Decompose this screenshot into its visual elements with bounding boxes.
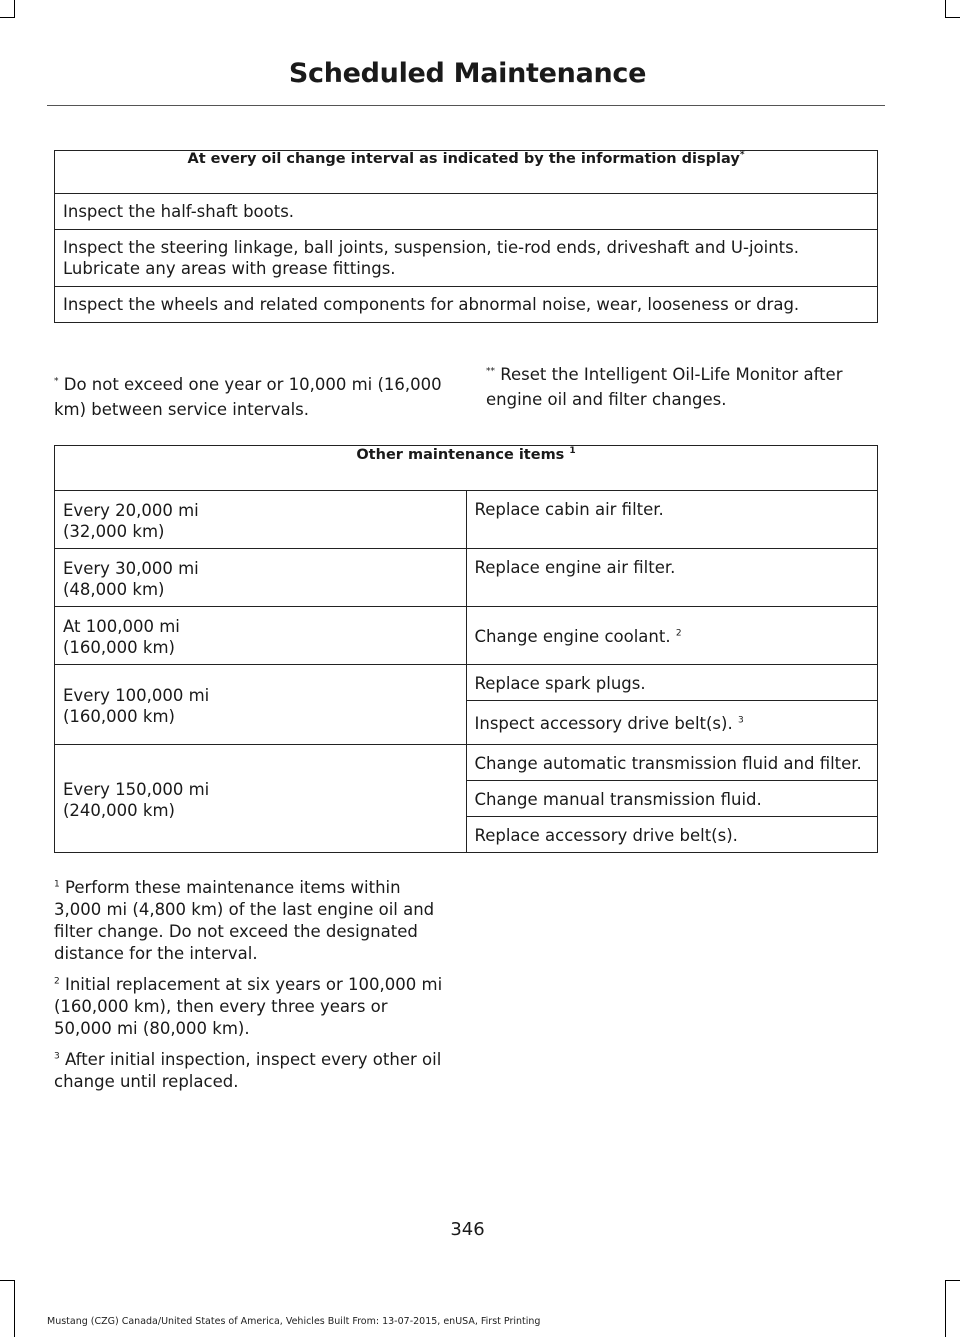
oil-change-table — [54, 150, 878, 323]
interval-cell: Every 20,000 mi (32,000 km) — [55, 491, 467, 549]
footnote: $^3$ After initial inspection, inspect every other oil change until replaced. — [54, 1050, 442, 1091]
page-title: Scheduled Maintenance — [288, 58, 647, 89]
footnote-mark: 1 — [54, 879, 60, 890]
footnotes — [54, 877, 450, 1102]
note-right: ** Reset the Intelligent Oil-Life Monitor after engine oil and filter changes. — [486, 365, 843, 409]
note-right-mark: ** — [486, 366, 495, 377]
header-footnote-mark: 1 — [569, 446, 576, 457]
footnote-mark: 3 — [54, 1051, 60, 1062]
crop-mark-bottom-left-h — [0, 1280, 14, 1281]
crop-mark-bottom-right-v — [945, 1280, 946, 1337]
action-cell: Replace engine air filter. — [466, 549, 878, 607]
footnote: $^1$ Perform these maintenance items within 3,000 mi (4,800 km) of the last engine oil and filter change. Do not exceed the designated distance for the interval. — [54, 878, 435, 963]
note-left: * Do not exceed one year or 10,000 mi (16,000 km) between service intervals. — [54, 375, 442, 419]
crop-mark-top-right-v — [945, 0, 946, 18]
table-row: Inspect the wheels and related components for abnormal noise, wear, looseness or drag. — [55, 287, 878, 323]
footnote-mark: 2 — [54, 976, 60, 987]
action-cell: Change engine coolant. $^2$ — [466, 607, 878, 665]
table-row: Inspect the steering linkage, ball joints, suspension, tie-rod ends, driveshaft and U-joints. Lubricate any areas with grease fittings. — [55, 230, 878, 287]
action-cell: Change manual transmission fluid. — [466, 781, 878, 817]
footnote: $^2$ Initial replacement at six years or 100,000 mi (160,000 km), then every three years or 50,000 mi (80,000 km). — [54, 975, 443, 1038]
interval-cell: At 100,000 mi (160,000 km) — [55, 607, 467, 665]
crop-mark-top-left-v — [14, 0, 15, 18]
other-maintenance-table-header: Other maintenance items $^1$ — [55, 446, 878, 491]
oil-change-table-header: At every oil change interval as indicated by the information display* — [55, 151, 878, 194]
crop-mark-bottom-right-h — [946, 1280, 960, 1281]
footer-text: Mustang (CZG) Canada/United States of America, Vehicles Built From: 13-07-2015, enUSA, First Printing — [47, 1316, 541, 1327]
interval-cell: Every 30,000 mi (48,000 km) — [55, 549, 467, 607]
other-maintenance-table — [54, 445, 878, 853]
interval-cell: Every 150,000 mi (240,000 km) — [55, 745, 467, 853]
title-rule — [47, 105, 885, 106]
footnote-mark: 2 — [675, 628, 682, 639]
action-cell: Replace cabin air filter. — [466, 491, 878, 549]
crop-mark-bottom-left-v — [14, 1280, 15, 1337]
action-cell: Inspect accessory drive belt(s). $^3$ — [466, 701, 878, 745]
crop-mark-top-left-h — [0, 17, 14, 18]
footnote-mark: 3 — [737, 715, 744, 726]
note-left-mark: * — [54, 376, 59, 387]
crop-mark-top-right-h — [946, 17, 960, 18]
action-cell: Replace spark plugs. — [466, 665, 878, 701]
page-number: 346 — [450, 1219, 485, 1240]
action-cell: Change automatic transmission fluid and filter. — [466, 745, 878, 781]
table-row: Inspect the half-shaft boots. — [55, 194, 878, 230]
interval-cell: Every 100,000 mi (160,000 km) — [55, 665, 467, 745]
action-cell: Replace accessory drive belt(s). — [466, 817, 878, 853]
header-footnote-mark: * — [739, 150, 745, 161]
